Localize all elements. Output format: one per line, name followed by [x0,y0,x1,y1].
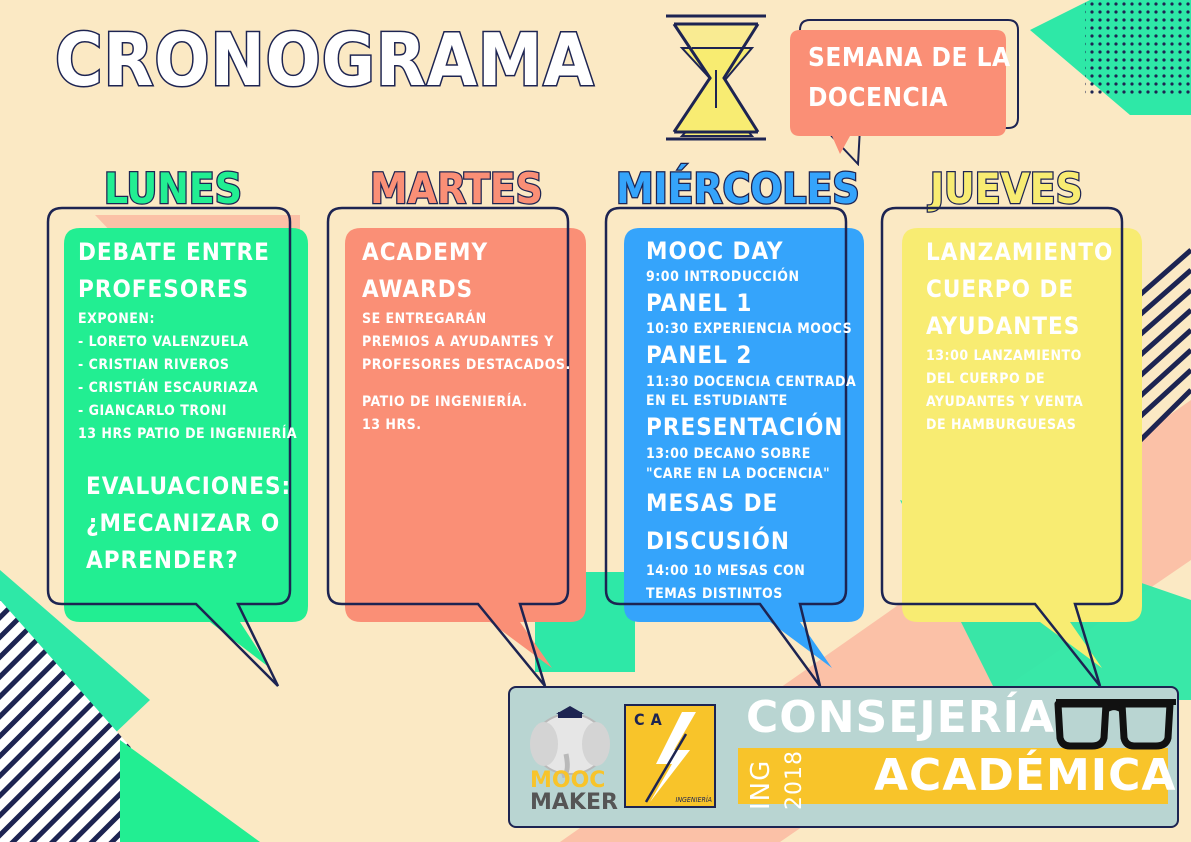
lunes-line-4: - CRISTIÁN ESCAURIAZA [78,380,259,396]
jueves-line-4: DE HAMBURGUESAS [926,417,1077,433]
lunes-content-2 [86,468,291,579]
lunes-line-5: - GIANCARLO TRONI [78,403,227,419]
lunes-heading-5: APRENDER? [86,546,239,574]
miercoles-line-7: 14:00 10 MESAS CON [646,563,806,579]
lunes-line-1: EXPONEN: [78,311,155,327]
martes-heading-2: AWARDS [362,275,474,303]
ca-logo-sub: INGENIERÍA [675,796,712,804]
miercoles-line-5: 13:00 DECANO SOBRE [646,446,811,462]
elephant-logo-icon [522,700,618,778]
badge-line-1: SEMANA DE LA [808,43,1011,73]
mooc-maker-top: MOOC [530,768,606,793]
day-lunes: LUNES [104,164,242,213]
day-miercoles: MIÉRCOLES [616,164,860,213]
academica-title: ACADÉMICA [874,750,1177,801]
jueves-line-1: 13:00 LANZAMIENTO [926,348,1082,364]
miercoles-line-1: 9:00 INTRODUCCIÓN [646,269,800,285]
miercoles-heading-2: PANEL 1 [646,289,753,317]
lunes-line-2: - LORETO VALENZUELA [78,334,249,350]
badge-line-2: DOCENCIA [808,83,948,113]
jueves-line-2: DEL CUERPO DE [926,371,1046,387]
miercoles-line-6: "CARE EN LA DOCENCIA" [646,466,831,482]
page-title: CRONOGRAMA [55,18,595,102]
lunes-heading-1: DEBATE ENTRE [78,238,270,266]
martes-line-2: PREMIOS A AYUDANTES Y [362,334,554,350]
year-label: 2018 [782,750,807,810]
jueves-line-3: AYUDANTES Y VENTA [926,394,1084,410]
jueves-heading-2: CUERPO DE [926,275,1075,303]
lunes-content [78,234,297,446]
miercoles-content [646,234,856,606]
day-martes: MARTES [370,164,543,213]
day-jueves: JUEVES [930,164,1083,213]
miercoles-heading-6: DISCUSIÓN [646,527,790,555]
miercoles-heading-1: MOOC DAY [646,237,784,265]
miercoles-line-2: 10:30 EXPERIENCIA MOOCS [646,321,853,337]
martes-heading-1: ACADEMY [362,238,489,266]
martes-line-3: PROFESORES DESTACADOS. [362,357,571,373]
miercoles-line-8: TEMAS DISTINTOS [646,586,783,602]
ing-label: ING [746,759,776,810]
martes-content [362,234,571,437]
glasses-icon [1054,694,1178,754]
ca-logo [624,704,716,808]
lunes-heading-2: PROFESORES [78,275,250,303]
miercoles-heading-3: PANEL 2 [646,341,753,369]
jueves-heading-3: AYUDANTES [926,312,1081,340]
martes-line-1: SE ENTREGARÁN [362,311,487,327]
martes-line-5: 13 HRS. [362,417,422,433]
ca-logo-text: CA [634,710,668,729]
jueves-heading-1: LANZAMIENTO [926,238,1114,266]
mooc-maker-bottom: MAKER [530,790,618,815]
martes-line-4: PATIO DE INGENIERÍA. [362,394,528,410]
lunes-line-6: 13 HRS PATIO DE INGENIERÍA [78,426,298,442]
miercoles-heading-5: MESAS DE [646,489,779,517]
miercoles-heading-4: PRESENTACIÓN [646,413,844,441]
consejeria-title: CONSEJERÍA [746,692,1055,743]
lunes-heading-4: ¿MECANIZAR O [86,509,281,537]
lunes-line-3: - CRISTIAN RIVEROS [78,357,230,373]
lunes-heading-3: EVALUACIONES: [86,472,292,500]
miercoles-line-3: 11:30 DOCENCIA CENTRADA [646,374,857,390]
mooc-maker-logo [530,770,618,814]
jueves-content [926,234,1113,437]
miercoles-line-4: EN EL ESTUDIANTE [646,393,788,409]
lightning-icon [626,706,714,806]
